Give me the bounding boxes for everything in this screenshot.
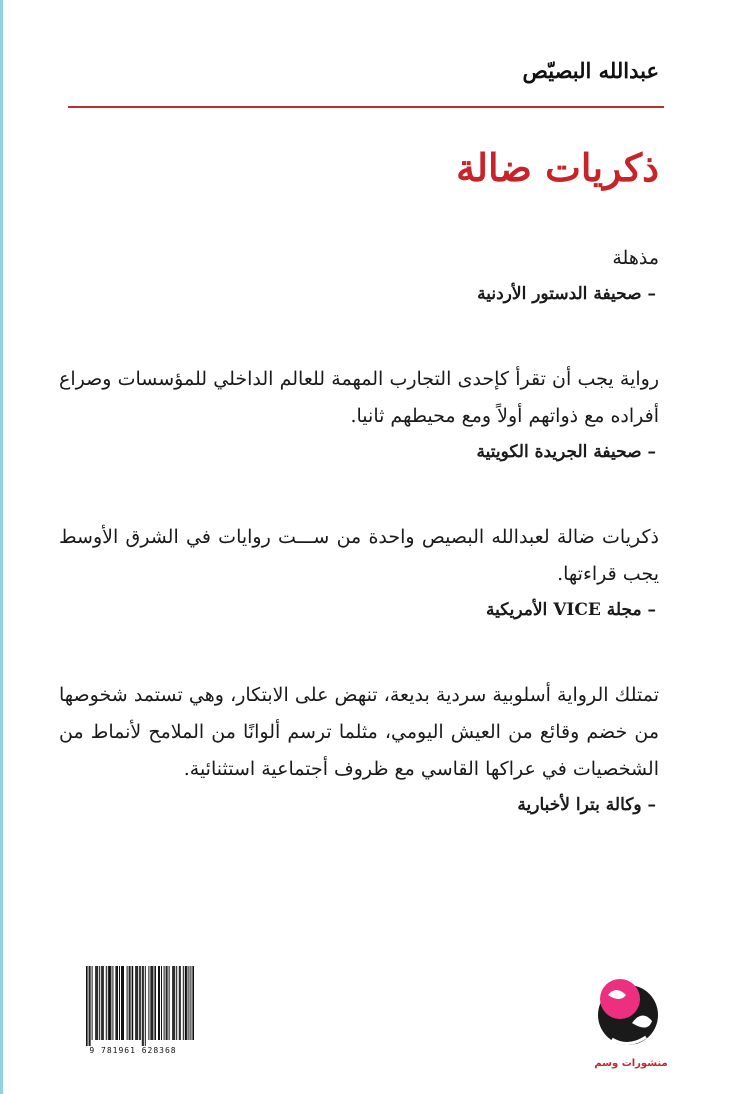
review-item [59,677,659,820]
barcode-bars [84,966,194,1046]
review-source: – صحيفة الدستور الأردنية [477,284,656,304]
review-source: – مجلة VICE الأمريكية [486,600,656,620]
review-source: – وكالة بترا لأخبارية [517,795,656,815]
publisher-name: منشورات وسم [594,1058,668,1069]
review-quote: تمتلك الرواية أسلوبية سردية بديعة، تنهض على الابتكار، وهي تستمد شخوصها من خضم وقائع من العيش اليومي، مثلما ترسم ألوانًا من الملامح لأنماط من الشخصيات في عراكها القاسي مع ظروف أجتماعية استثنائية. [59,684,659,780]
review-source: – صحيفة الجريدة الكويتية [476,442,656,462]
isbn-number: 9 781961 628368 [89,1046,177,1055]
review-quote: مذهلة [612,247,659,269]
review-item [59,519,659,625]
reviews-section [59,240,659,820]
publisher-logo [586,965,676,1065]
review-item [59,361,659,467]
author-name: عبدالله البصيّص [522,58,659,83]
barcode [84,966,194,1058]
review-quote: ذكريات ضالة لعبدالله البصيص واحدة من ســـت روايات في الشرق الأوسط يجب قراءتها. [59,526,659,585]
book-title: ذكريات ضالة [456,145,659,190]
publisher-logo-icon [586,965,676,1060]
header-divider [68,106,664,108]
review-item [59,240,659,309]
review-quote: رواية يجب أن تقرأ كإحدى التجارب المهمة للعالم الداخلي للمؤسسات وصراع أفراده مع ذواتهم أولاً ومع محيطهم ثانيا. [59,368,659,427]
